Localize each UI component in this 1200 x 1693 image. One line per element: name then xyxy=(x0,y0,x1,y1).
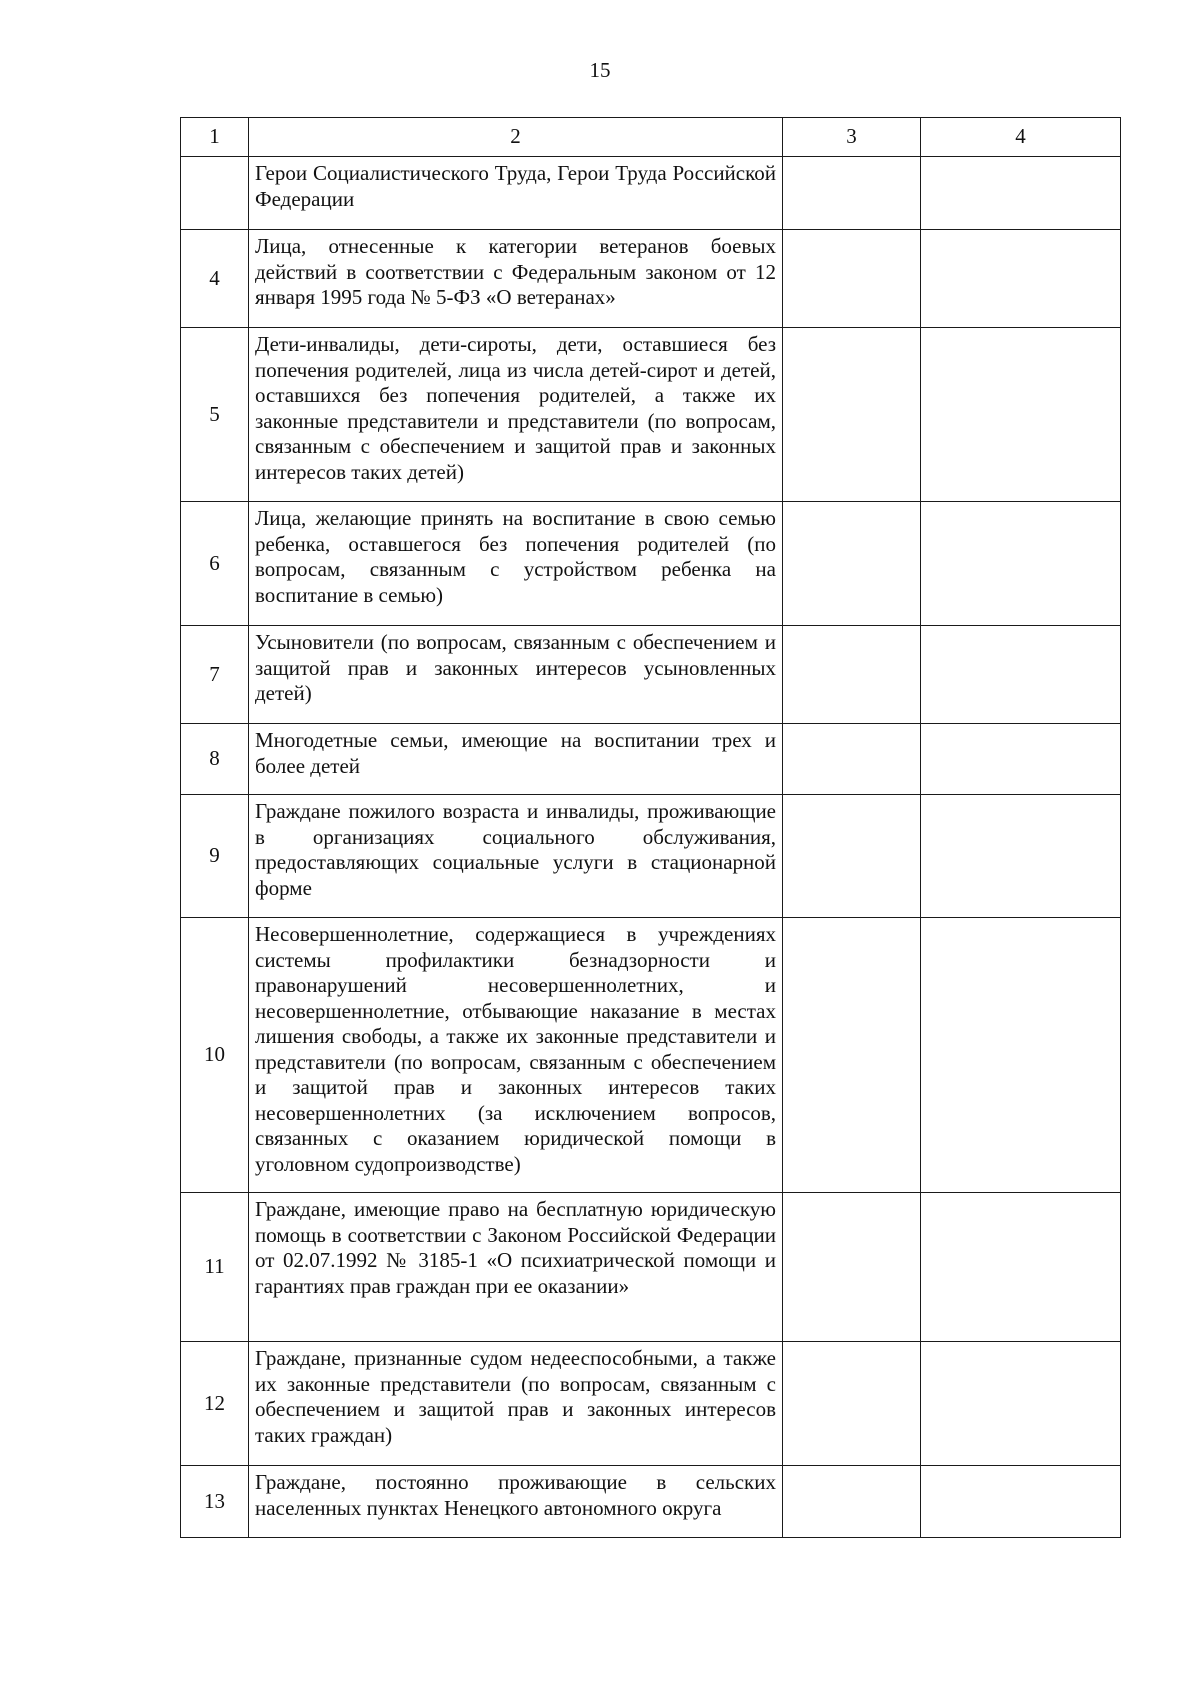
table-row xyxy=(181,1193,1121,1342)
row-number: 12 xyxy=(181,1342,249,1466)
header-col-4: 4 xyxy=(921,118,1121,157)
header-col-1: 1 xyxy=(181,118,249,157)
row-col-3 xyxy=(783,157,921,230)
row-category-text: Граждане, признанные судом недееспособными, а также их законные представители (по вопросам, связанным с обеспечением и защитой прав и законных интересов таких граждан) xyxy=(249,1342,783,1466)
row-col-3 xyxy=(783,626,921,724)
row-col-3 xyxy=(783,918,921,1193)
table-row xyxy=(181,795,1121,918)
row-number: 5 xyxy=(181,328,249,502)
row-col-3 xyxy=(783,1466,921,1538)
row-col-3 xyxy=(783,502,921,626)
row-category-text: Усыновители (по вопросам, связанным с обеспечением и защитой прав и законных интересов усыновленных детей) xyxy=(249,626,783,724)
row-col-4 xyxy=(921,724,1121,795)
header-col-2: 2 xyxy=(249,118,783,157)
row-col-4 xyxy=(921,502,1121,626)
row-col-4 xyxy=(921,328,1121,502)
row-col-4 xyxy=(921,157,1121,230)
row-category-text: Граждане, постоянно проживающие в сельских населенных пунктах Ненецкого автономного округа xyxy=(249,1466,783,1538)
row-number: 11 xyxy=(181,1193,249,1342)
row-number xyxy=(181,157,249,230)
row-col-3 xyxy=(783,1342,921,1466)
row-category-text: Граждане, имеющие право на бесплатную юридическую помощь в соответствии с Законом Российской Федерации от 02.07.1992 № 3185-1 «О психиатрической помощи и гарантиях прав граждан при ее оказании» xyxy=(249,1193,783,1342)
row-category-text: Лица, желающие принять на воспитание в свою семью ребенка, оставшегося без попечения родителей (по вопросам, связанным с устройством ребенка на воспитание в семью) xyxy=(249,502,783,626)
row-category-text: Несовершеннолетние, содержащиеся в учреждениях системы профилактики безнадзорности и правонарушений несовершеннолетних, и несовершеннолетние, отбывающие наказание в местах лишения свободы, а также их законные представители и представители (по вопросам, связанным с обеспечением и защитой прав и законных интересов таких несовершеннолетних (за исключением вопросов, связанных с оказанием юридической помощи в уголовном судопроизводстве) xyxy=(249,918,783,1193)
table-row xyxy=(181,626,1121,724)
row-number: 7 xyxy=(181,626,249,724)
row-number: 9 xyxy=(181,795,249,918)
row-col-4 xyxy=(921,918,1121,1193)
row-number: 4 xyxy=(181,230,249,328)
table-row xyxy=(181,502,1121,626)
header-col-3: 3 xyxy=(783,118,921,157)
table-row xyxy=(181,1466,1121,1538)
table-row xyxy=(181,918,1121,1193)
table-row xyxy=(181,724,1121,795)
row-category-text: Многодетные семьи, имеющие на воспитании трех и более детей xyxy=(249,724,783,795)
table-row xyxy=(181,157,1121,230)
row-category-text: Герои Социалистического Труда, Герои Труда Российской Федерации xyxy=(249,157,783,230)
row-col-4 xyxy=(921,795,1121,918)
row-col-4 xyxy=(921,1342,1121,1466)
table-row xyxy=(181,328,1121,502)
row-number: 8 xyxy=(181,724,249,795)
row-col-4 xyxy=(921,1193,1121,1342)
row-col-3 xyxy=(783,724,921,795)
row-col-4 xyxy=(921,626,1121,724)
row-category-text: Лица, отнесенные к категории ветеранов боевых действий в соответствии с Федеральным законом от 12 января 1995 года № 5-ФЗ «О ветеранах» xyxy=(249,230,783,328)
row-col-4 xyxy=(921,230,1121,328)
row-col-3 xyxy=(783,795,921,918)
row-number: 13 xyxy=(181,1466,249,1538)
row-number: 10 xyxy=(181,918,249,1193)
table-header-row xyxy=(181,118,1121,157)
row-category-text: Дети-инвалиды, дети-сироты, дети, оставшиеся без попечения родителей, лица из числа детей-сирот и детей, оставшихся без попечения родителей, а также их законные представители и представители (по вопросам, связанным с обеспечением и защитой прав и законных интересов таких детей) xyxy=(249,328,783,502)
table-row xyxy=(181,230,1121,328)
row-category-text: Граждане пожилого возраста и инвалиды, проживающие в организациях социального обслуживания, предоставляющих социальные услуги в стационарной форме xyxy=(249,795,783,918)
row-col-3 xyxy=(783,230,921,328)
document-table xyxy=(180,117,1121,1538)
row-col-3 xyxy=(783,328,921,502)
page-number: 15 xyxy=(589,58,611,82)
row-col-3 xyxy=(783,1193,921,1342)
table-row xyxy=(181,1342,1121,1466)
row-col-4 xyxy=(921,1466,1121,1538)
row-number: 6 xyxy=(181,502,249,626)
